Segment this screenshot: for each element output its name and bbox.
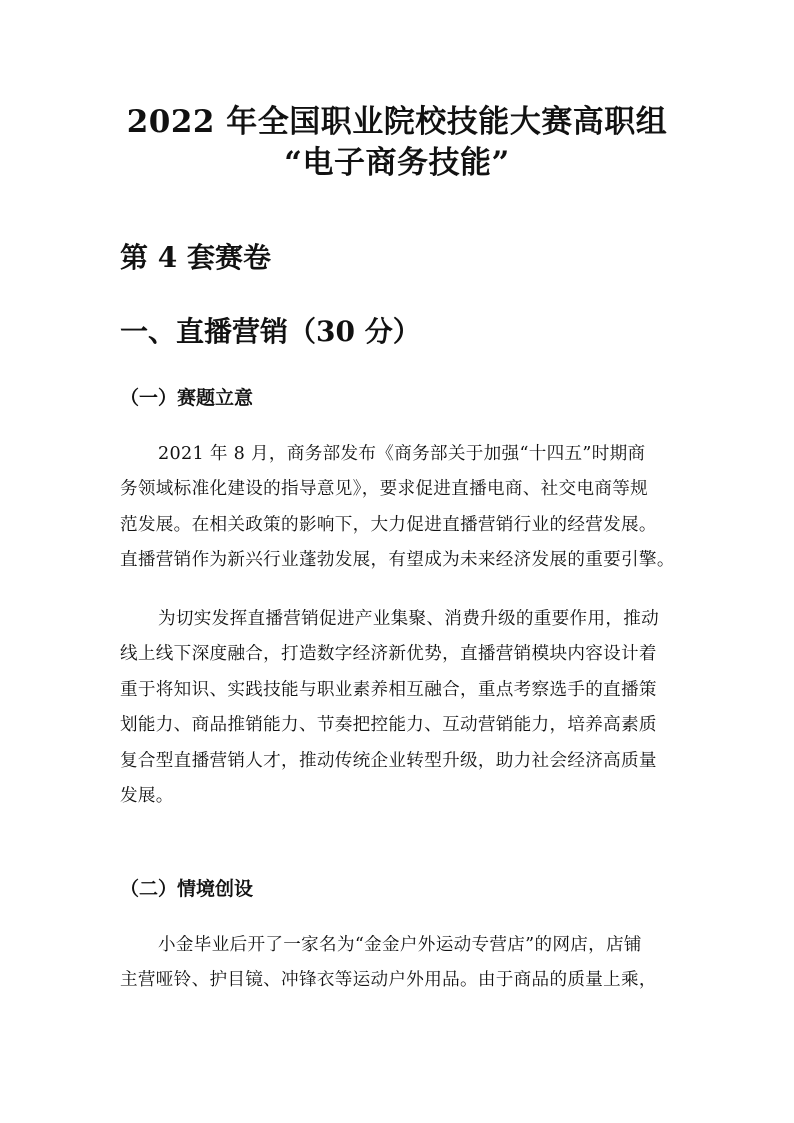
paragraph-line: 发展。	[120, 785, 174, 806]
exam-set-heading: 第 4 套赛卷	[120, 241, 271, 274]
paragraph-line: 直播营销作为新兴行业蓬勃发展，有望成为未来经济发展的重要引擎。	[120, 550, 675, 571]
subsection-heading-scenario: （二）情境创设	[120, 878, 254, 900]
document-title-line-1: 2022 年全国职业院校技能大赛高职组	[126, 104, 668, 140]
document-title-line-2: “电子商务技能”	[284, 145, 510, 181]
subsection-heading-purpose: （一）赛题立意	[120, 387, 254, 409]
paragraph-line: 为切实发挥直播营销促进产业集聚、消费升级的重要作用，推动	[158, 609, 660, 629]
paragraph-line: 务领域标准化建设的指导意见》，要求促进直播电商、社交电商等规	[120, 479, 649, 500]
paragraph-line: 线上线下深度融合，打造数字经济新优势，直播营销模块内容设计着	[120, 644, 657, 665]
paragraph-line: 范发展。在相关政策的影响下，大力促进直播营销行业的经营发展。	[120, 514, 657, 535]
paragraph-line: 小金毕业后开了一家名为“金金户外运动专营店”的网店，店铺	[158, 935, 642, 955]
section-heading: 一、直播营销（30 分）	[120, 315, 421, 348]
paragraph-line: 主营哑铃、护目镜、冲锋衣等运动户外用品。由于商品的质量上乘，	[120, 970, 657, 991]
paragraph-purpose-2	[120, 602, 680, 814]
paragraph-line: 复合型直播营销人才，推动传统企业转型升级，助力社会经济高质量	[120, 750, 657, 771]
paragraph-scenario-1	[120, 928, 680, 999]
paragraph-line: 2021 年 8 月，商务部发布《商务部关于加强“十四五”时期商	[158, 444, 646, 464]
paragraph-purpose-1	[120, 437, 680, 579]
paragraph-line: 划能力、商品推销能力、节奏把控能力、互动营销能力，培养高素质	[120, 715, 657, 736]
paragraph-line: 重于将知识、实践技能与职业素养相互融合，重点考察选手的直播策	[120, 679, 657, 700]
